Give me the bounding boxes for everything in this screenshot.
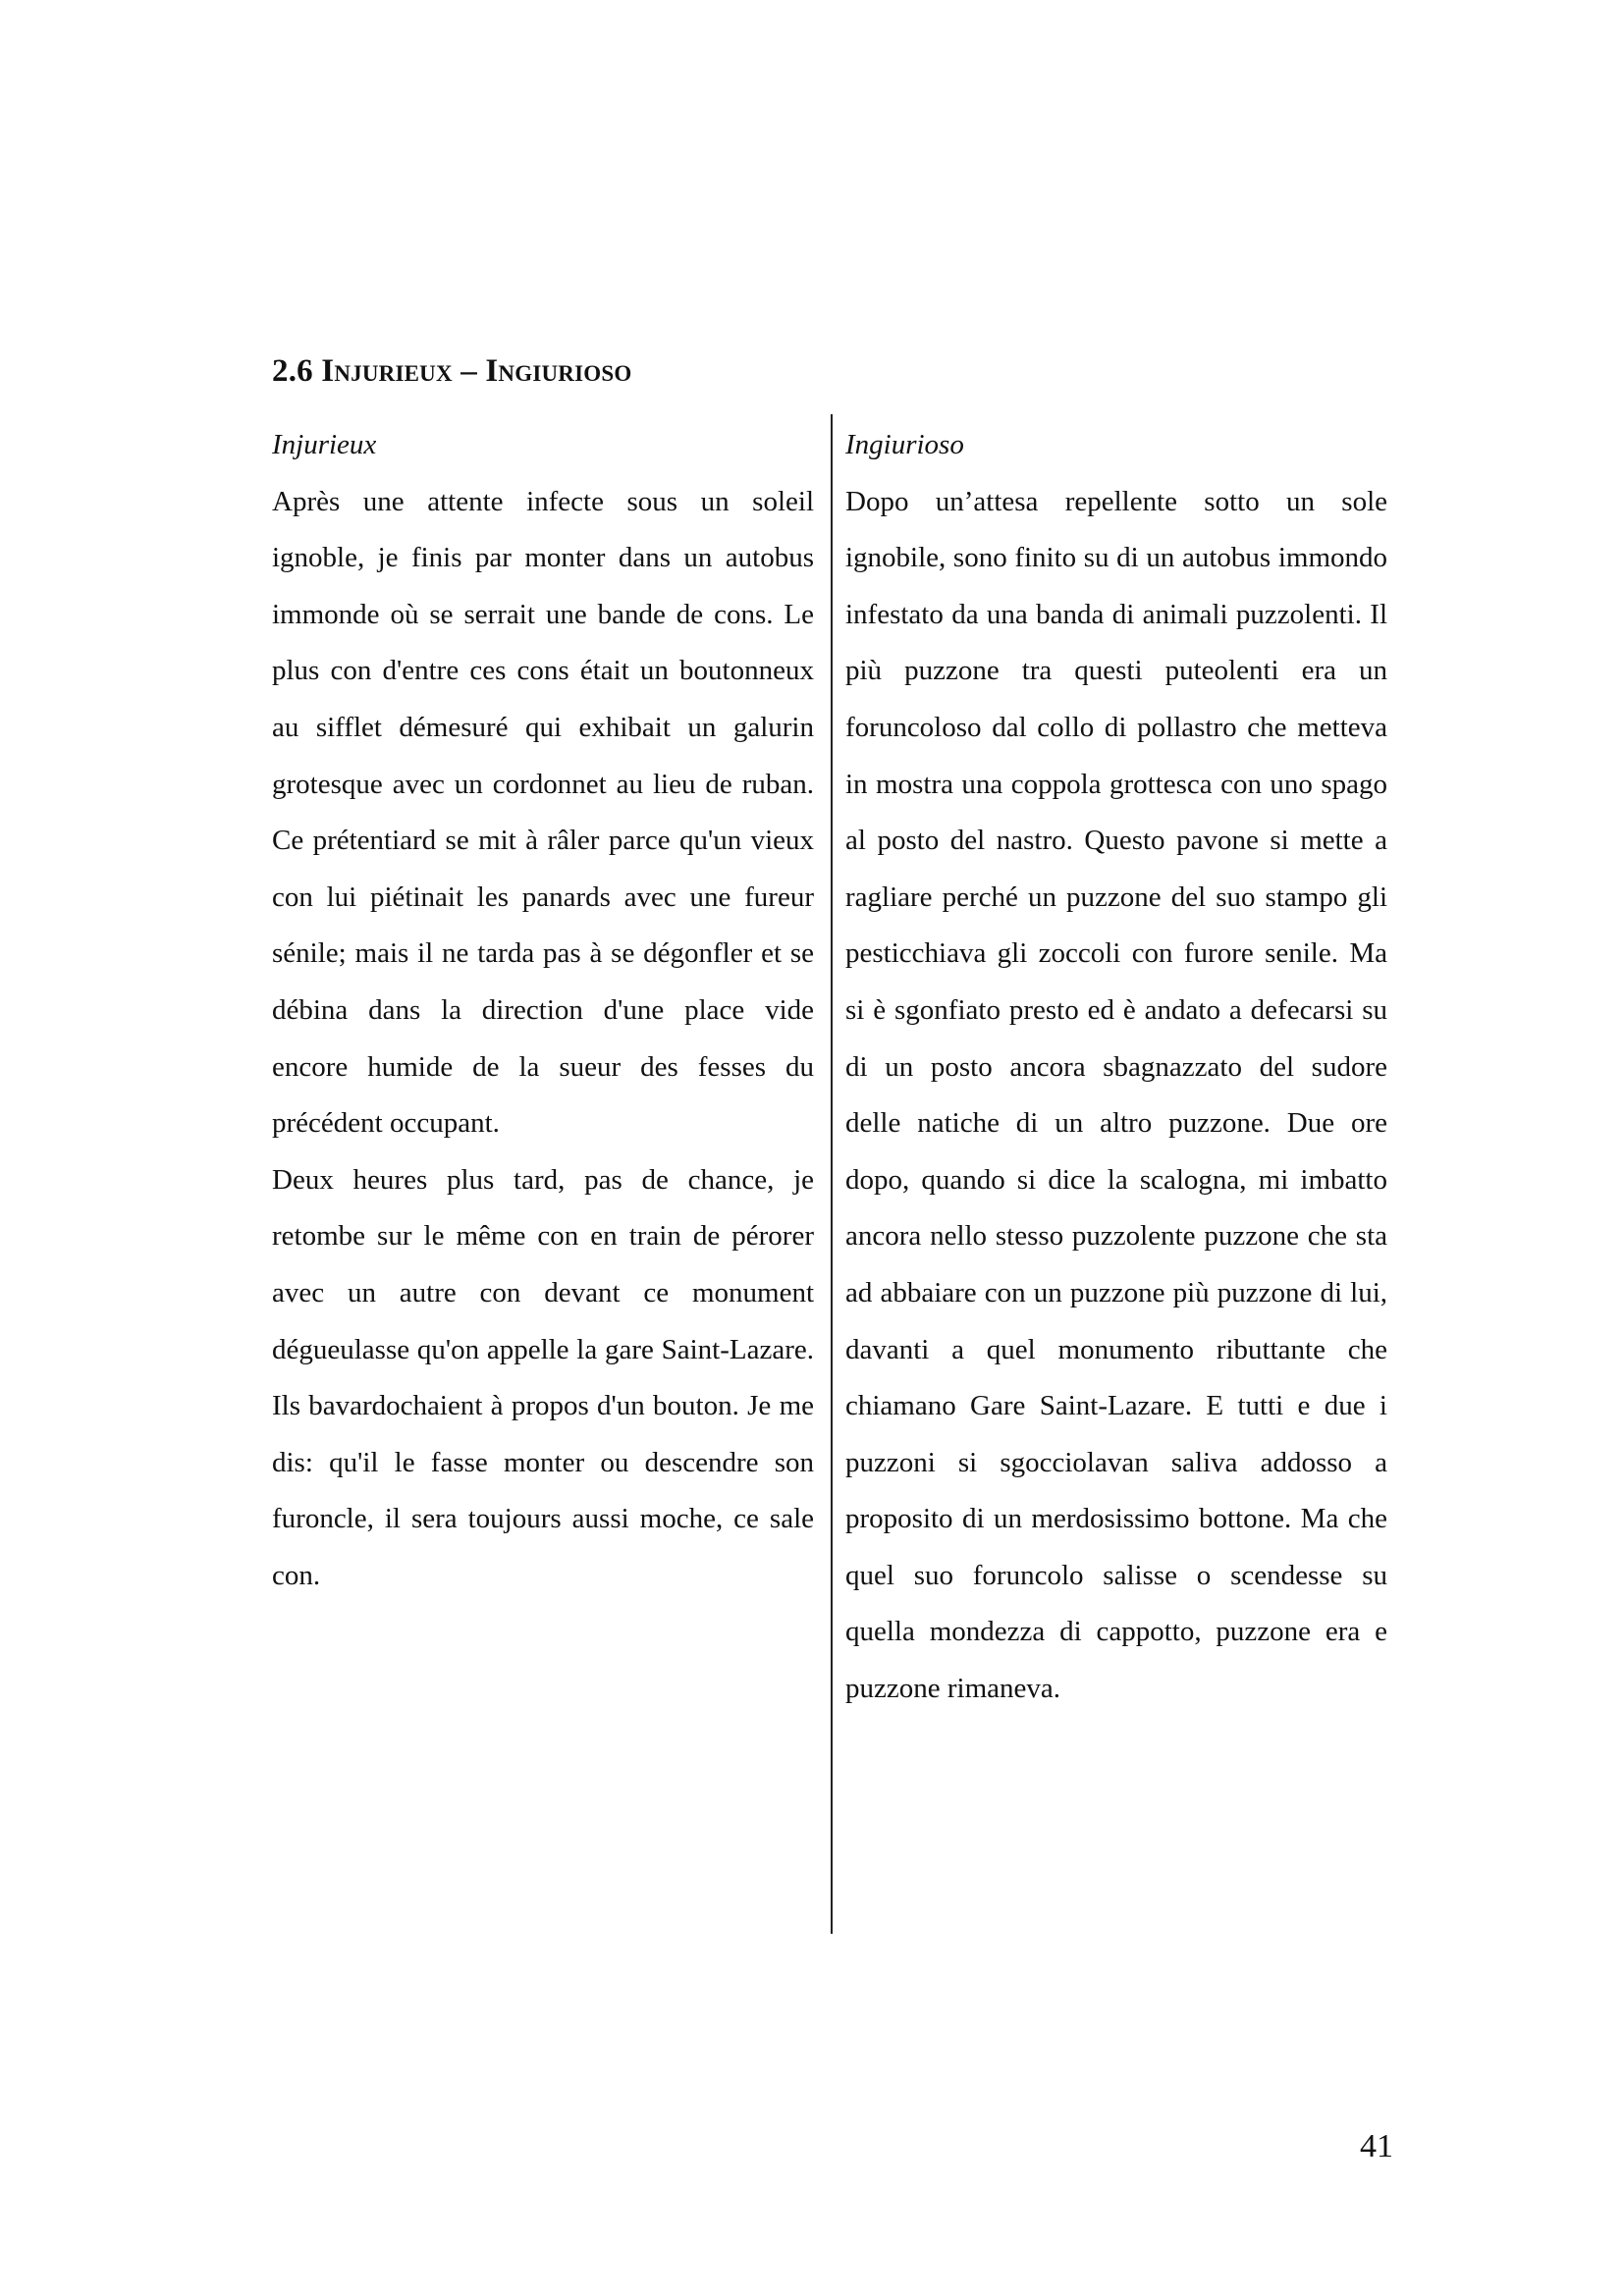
italian-column (845, 417, 1387, 1718)
french-paragraph: Après une attente infecte sous un soleil ignoble, je finis par monter dans un autobus immonde où se serrait une bande de cons. Le plus con d'entre ces cons était un boutonneux au sifflet démesuré qui exhibait un galurin grotesque avec un cordonnet au lieu de ruban. Ce prétentiard se mit à râler parce qu'un vieux con lui piétinait les panards avec une fureur sénile; mais il ne tarda pas à se dégonfler et se débina dans la direction d'une place vide encore humide de la sueur des fesses du précédent occupant. (272, 485, 814, 1140)
french-column (272, 417, 814, 1604)
italian-paragraph: Dopo un’attesa repellente sotto un sole ignobile, sono finito su di un autobus immondo infestato da una banda di animali puzzolenti. Il più puzzone tra questi puteolenti era un foruncoloso dal collo di pollastro che metteva in mostra una coppola grottesca con uno spago al posto del nastro. Questo pavone si mette a ragliare perché un puzzone del suo stampo gli pesticchiava gli zoccoli con furore senile. Ma si è sgonfiato presto ed è andato a defecarsi su di un posto ancora sbagnazzato del sudore delle natiche di un altro puzzone. Due ore dopo, quando si dice la scalogna, mi imbatto ancora nello stesso puzzolente puzzone che sta ad abbaiare con un puzzone più puzzone di lui, davanti a quel monumento ributtante che chiamano Gare Saint-Lazare. E tutti e due i puzzoni si sgocciolavan saliva addosso a proposito di un merdosissimo bottone. Ma che quel suo foruncolo salisse o scendesse su quella mondezza di cappotto, puzzone era e puzzone rimaneva. (845, 485, 1387, 1705)
column-divider (831, 414, 833, 1934)
italian-column-title: Ingiurioso (845, 429, 964, 460)
section-heading: 2.6 Injurieux – Ingiurioso (272, 353, 632, 389)
french-column-title: Injurieux (272, 429, 377, 460)
french-paragraph: Deux heures plus tard, pas de chance, je retombe sur le même con en train de pérorer avec un autre con devant ce monument dégueulasse qu'on appelle la gare Saint-Lazare. Ils bavardochaient à propos d'un bouton. Je me dis: qu'il le fasse monter ou descendre son furoncle, il sera toujours aussi moche, ce sale con. (272, 1163, 814, 1591)
page-number: 41 (1360, 2128, 1393, 2164)
